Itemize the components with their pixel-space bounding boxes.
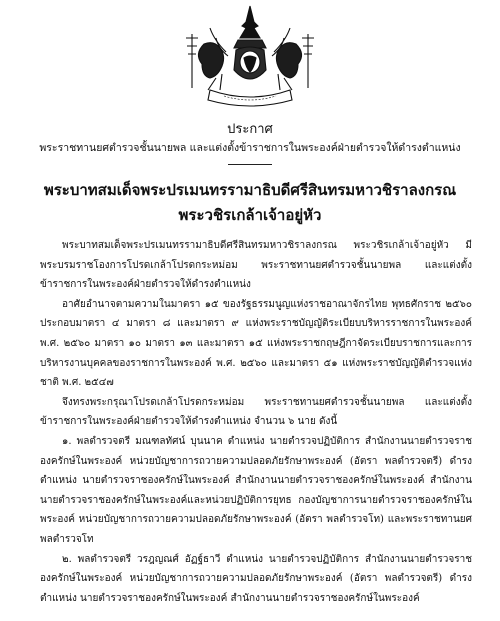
paragraph-appointee-1: ๑. พลตำรวจตรี มณฑลทัศน์ บุนนาค ตำแหน่ง นายตำรวจปฏิบัติการ สำนักงานนายตำรวจราชองครักษ์ในพระองค์ หน่วยบัญชาการถวายความปลอดภัยรักษาพระองค์ (อัตรา พลตำรวจตรี) ดำรงตำแหน่ง นายตำรวจราชองครักษ์ในพระองค์ สำนักงานนายตำรวจราชองครักษ์ในพระองค์ สำนักงานนายตำรวจราชองครักษ์ในพระองค์และหน่วยปฏิบัติการยุทธ กองบัญชาการนายตำรวจราชองครักษ์ในพระองค์ หน่วยบัญชาการถวายความปลอดภัยรักษาพระองค์ (อัตรา พลตำรวจโท) และพระราชทานยศ พลตำรวจโท [40,435,472,545]
announcement-body [40,236,472,608]
paragraph-legal-basis: อาศัยอำนาจตามความในมาตรา ๑๕ ของรัฐธรรมนูญแห่งราชอาณาจักรไทย พุทธศักราช ๒๕๖๐ ประกอบมาตรา ๔ มาตรา ๘ และมาตรา ๙ แห่งพระราชบัญญัติระเบียบบริหารราชการในพระองค์ พ.ศ. ๒๕๖๐ มาตรา ๑๐ มาตรา ๑๓ และมาตรา ๑๕ แห่งพระราชกฤษฎีกาจัดระเบียบราชการและการบริหารงานบุคคลของราชการในพระองค์ พ.ศ. ๒๕๖๐ และมาตรา ๕๑ แห่งพระราชบัญญัติตำรวจแห่งชาติ พ.ศ. ๒๕๔๗ [40,298,472,389]
king-title-line-1: พระบาทสมเด็จพระปรเมนทรรามาธิบดีศรีสินทรมหาวชิราลงกรณ [43,181,457,199]
divider-line [228,164,272,165]
paragraph-royal-command: พระบาทสมเด็จพระปรเมนทรรามาธิบดีศรีสินทรมหาวชิราลงกรณ พระวชิรเกล้าเจ้าอยู่หัว มีพระบรมราชโองการโปรดเกล้าโปรดกระหม่อม พระราชทานยศตำรวจชั้นนายพล และแต่งตั้งข้าราชการในพระองค์ฝ่ายตำรวจให้ดำรงตำแหน่ง [40,240,472,291]
announcement-title: ประกาศ [227,122,273,137]
paragraph-appointee-2: ๒. พลตำรวจตรี วรฎญณศ์ อัฏฐ์ธาวี ตำแหน่ง นายตำรวจปฏิบัติการ สำนักงานนายตำรวจราชองครักษ์ในพระองค์ หน่วยบัญชาการถวายความปลอดภัยรักษาพระองค์ (อัตรา พลตำรวจตรี) ดำรงตำแหน่ง นายตำรวจราชองครักษ์ในพระองค์ สำนักงานนายตำรวจราชองครักษ์ในพระองค์ [40,553,472,604]
royal-seal-garuda-emblem [180,4,320,108]
announcement-subject: พระราชทานยศตำรวจชั้นนายพล และแต่งตั้งข้าราชการในพระองค์ฝ่ายตำรวจให้ดำรงตำแหน่ง [39,142,461,154]
king-title-line-2: พระวชิรเกล้าเจ้าอยู่หัว [178,206,322,224]
paragraph-appointment-count: จึงทรงพระกรุณาโปรดเกล้าโปรดกระหม่อม พระราชทานยศตำรวจชั้นนายพล และแต่งตั้งข้าราชการในพระองค์ฝ่ายตำรวจให้ดำรงตำแหน่ง จำนวน ๖ นาย ดังนี้ [40,396,472,428]
